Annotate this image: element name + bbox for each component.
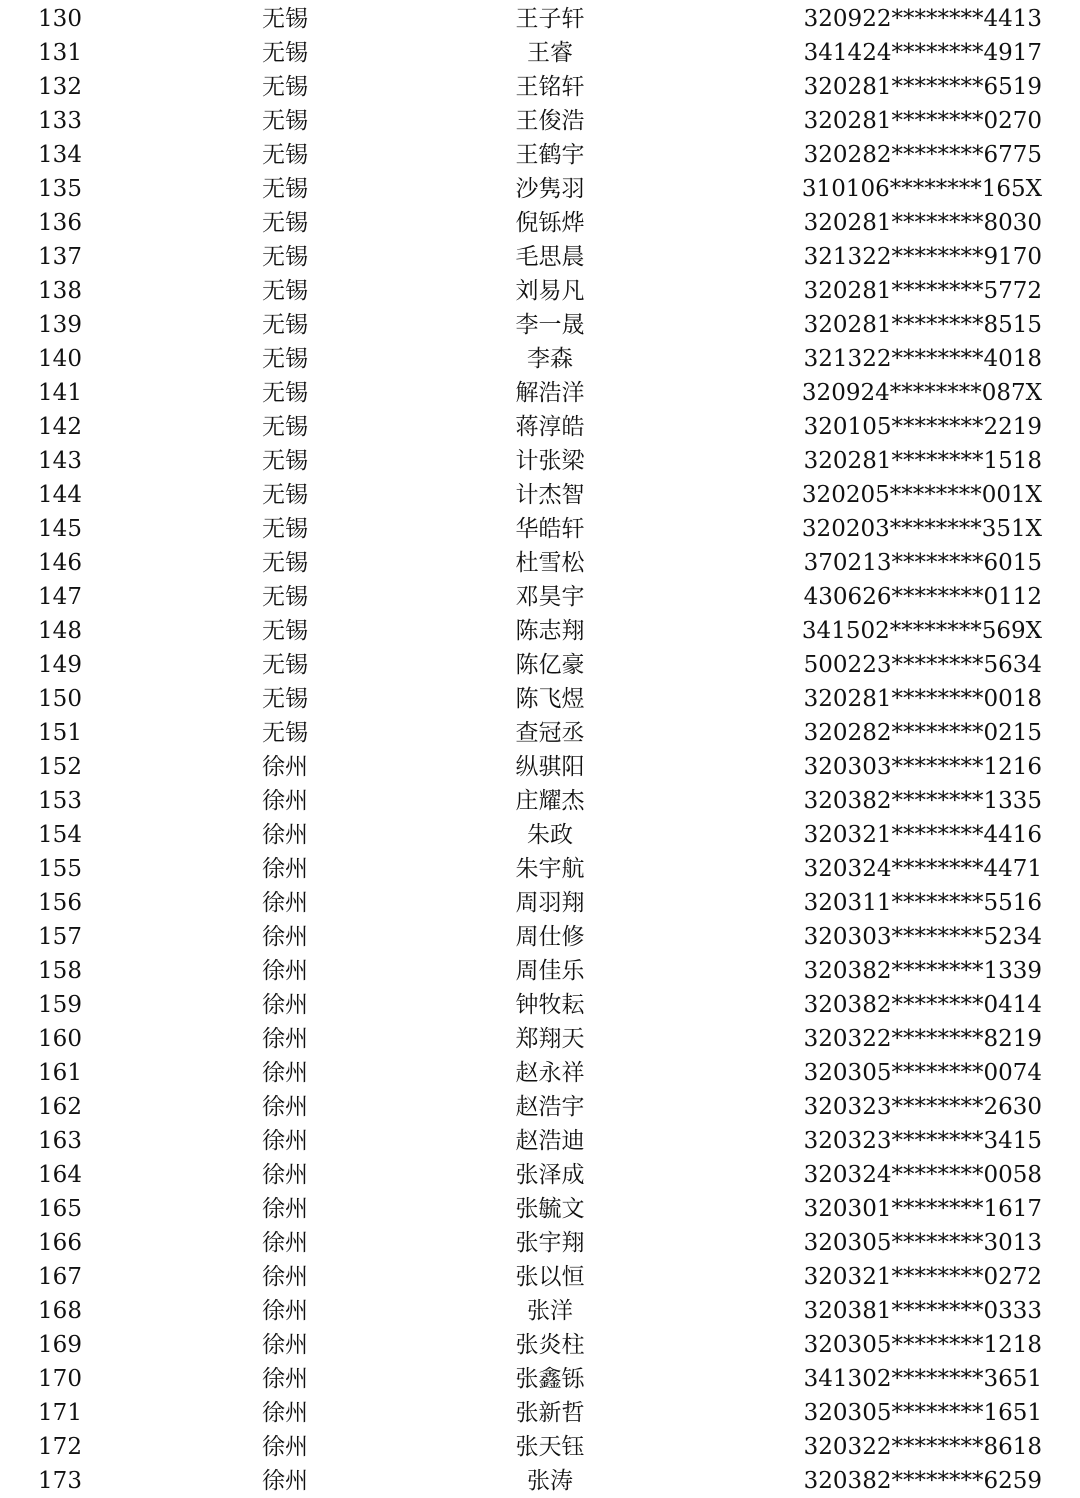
table-row [0,1124,1080,1158]
table-row [0,1226,1080,1260]
table-row [0,1056,1080,1090]
row-number: 156 [38,890,82,916]
row-id-number: 320281********0270 [803,108,1042,134]
row-number: 131 [38,40,82,66]
row-city: 徐州 [262,1366,308,1392]
table-row [0,138,1080,172]
row-city: 无锡 [262,108,308,134]
row-city: 徐州 [262,1128,308,1154]
row-id-number: 320321********4416 [803,822,1042,848]
table-row [0,1396,1080,1430]
row-id-number: 320382********6259 [803,1468,1042,1494]
row-name: 陈亿豪 [515,652,585,678]
row-name: 张涛 [527,1468,573,1494]
row-id-number: 320322********8618 [803,1434,1042,1460]
table-row [0,716,1080,750]
row-name: 陈志翔 [515,618,585,644]
row-id-number: 320324********4471 [803,856,1042,882]
table-row [0,954,1080,988]
row-name: 王睿 [527,40,573,66]
row-number: 169 [38,1332,82,1358]
row-name: 张洋 [527,1298,573,1324]
row-number: 152 [38,754,82,780]
row-number: 161 [38,1060,82,1086]
row-name: 王俊浩 [515,108,585,134]
row-number: 132 [38,74,82,100]
row-name: 王铭轩 [515,74,585,100]
row-name: 毛思晨 [515,244,585,270]
row-name: 刘易凡 [515,278,585,304]
table-row [0,1294,1080,1328]
row-name: 周羽翔 [515,890,585,916]
table-row [0,1464,1080,1498]
row-id-number: 500223********5634 [803,652,1042,678]
row-number: 150 [38,686,82,712]
row-city: 无锡 [262,618,308,644]
row-number: 148 [38,618,82,644]
row-city: 无锡 [262,176,308,202]
row-id-number: 320382********0414 [803,992,1042,1018]
table-row [0,1430,1080,1464]
row-id-number: 320303********1216 [803,754,1042,780]
row-id-number: 320305********0074 [803,1060,1042,1086]
row-name: 华皓轩 [515,516,585,542]
row-number: 141 [38,380,82,406]
row-city: 徐州 [262,992,308,1018]
row-name: 李一晟 [515,312,585,338]
row-id-number: 320323********3415 [803,1128,1042,1154]
row-name: 张鑫铄 [515,1366,585,1392]
row-id-number: 310106********165X [801,176,1042,202]
row-number: 138 [38,278,82,304]
table-row [0,104,1080,138]
row-id-number: 320281********6519 [803,74,1042,100]
row-id-number: 320922********4413 [803,6,1042,32]
row-id-number: 320305********1218 [803,1332,1042,1358]
row-city: 无锡 [262,312,308,338]
row-id-number: 320324********0058 [803,1162,1042,1188]
roster-table [0,2,1080,1498]
row-number: 163 [38,1128,82,1154]
row-city: 徐州 [262,1026,308,1052]
row-city: 无锡 [262,414,308,440]
row-number: 140 [38,346,82,372]
table-row [0,512,1080,546]
row-name: 王鹤宇 [515,142,585,168]
row-number: 171 [38,1400,82,1426]
row-city: 徐州 [262,1332,308,1358]
row-city: 无锡 [262,482,308,508]
row-name: 张宇翔 [515,1230,585,1256]
table-row [0,274,1080,308]
row-name: 张泽成 [515,1162,585,1188]
row-id-number: 321322********9170 [803,244,1042,270]
row-id-number: 320321********0272 [803,1264,1042,1290]
row-number: 164 [38,1162,82,1188]
row-city: 徐州 [262,1094,308,1120]
row-city: 徐州 [262,1434,308,1460]
row-number: 151 [38,720,82,746]
row-name: 周仕修 [515,924,585,950]
row-city: 无锡 [262,142,308,168]
row-city: 无锡 [262,686,308,712]
row-number: 135 [38,176,82,202]
row-name: 朱宇航 [515,856,585,882]
row-name: 倪铄烨 [515,210,585,236]
row-name: 李森 [527,346,573,372]
table-row [0,818,1080,852]
row-number: 146 [38,550,82,576]
row-city: 无锡 [262,380,308,406]
row-city: 无锡 [262,516,308,542]
row-city: 无锡 [262,40,308,66]
row-name: 张毓文 [515,1196,585,1222]
row-id-number: 320323********2630 [803,1094,1042,1120]
row-number: 147 [38,584,82,610]
row-id-number: 341302********3651 [803,1366,1042,1392]
row-number: 159 [38,992,82,1018]
row-city: 无锡 [262,210,308,236]
row-name: 解浩洋 [515,380,585,406]
row-city: 无锡 [262,720,308,746]
row-name: 陈飞煜 [515,686,585,712]
table-row [0,172,1080,206]
row-id-number: 320281********8515 [803,312,1042,338]
row-city: 徐州 [262,822,308,848]
table-row [0,240,1080,274]
table-row [0,1158,1080,1192]
row-name: 计杰智 [515,482,585,508]
row-id-number: 320382********1335 [803,788,1042,814]
row-city: 无锡 [262,550,308,576]
row-number: 165 [38,1196,82,1222]
row-number: 173 [38,1468,82,1494]
row-city: 无锡 [262,652,308,678]
row-id-number: 320105********2219 [803,414,1042,440]
row-id-number: 321322********4018 [803,346,1042,372]
row-id-number: 320381********0333 [803,1298,1042,1324]
table-row [0,376,1080,410]
row-number: 155 [38,856,82,882]
table-row [0,784,1080,818]
row-city: 徐州 [262,924,308,950]
row-id-number: 320305********1651 [803,1400,1042,1426]
row-id-number: 320282********0215 [803,720,1042,746]
row-name: 赵浩迪 [515,1128,585,1154]
row-id-number: 320305********3013 [803,1230,1042,1256]
row-number: 170 [38,1366,82,1392]
row-number: 160 [38,1026,82,1052]
row-number: 162 [38,1094,82,1120]
table-row [0,308,1080,342]
row-name: 郑翔天 [515,1026,585,1052]
row-number: 142 [38,414,82,440]
row-id-number: 320322********8219 [803,1026,1042,1052]
table-row [0,36,1080,70]
row-id-number: 320301********1617 [803,1196,1042,1222]
row-number: 143 [38,448,82,474]
row-name: 张炎柱 [515,1332,585,1358]
row-number: 167 [38,1264,82,1290]
row-number: 149 [38,652,82,678]
row-city: 徐州 [262,890,308,916]
row-id-number: 341424********4917 [803,40,1042,66]
table-row [0,920,1080,954]
row-number: 145 [38,516,82,542]
row-name: 庄耀杰 [515,788,585,814]
table-row [0,206,1080,240]
row-name: 赵永祥 [515,1060,585,1086]
row-name: 钟牧耘 [515,992,585,1018]
row-city: 无锡 [262,584,308,610]
row-number: 136 [38,210,82,236]
row-name: 赵浩宇 [515,1094,585,1120]
table-row [0,1362,1080,1396]
row-id-number: 320311********5516 [803,890,1042,916]
table-row [0,614,1080,648]
row-city: 无锡 [262,74,308,100]
table-row [0,444,1080,478]
table-row [0,988,1080,1022]
row-number: 139 [38,312,82,338]
table-row [0,852,1080,886]
table-row [0,410,1080,444]
table-row [0,70,1080,104]
row-city: 徐州 [262,1298,308,1324]
row-name: 杜雪松 [515,550,585,576]
row-city: 无锡 [262,448,308,474]
table-row [0,342,1080,376]
table-row [0,546,1080,580]
row-name: 张以恒 [515,1264,585,1290]
row-number: 134 [38,142,82,168]
row-name: 王子轩 [515,6,585,32]
row-number: 154 [38,822,82,848]
row-number: 153 [38,788,82,814]
table-row [0,682,1080,716]
row-city: 徐州 [262,788,308,814]
row-city: 徐州 [262,958,308,984]
row-name: 查冠丞 [515,720,585,746]
table-row [0,1260,1080,1294]
row-city: 无锡 [262,244,308,270]
row-number: 172 [38,1434,82,1460]
row-name: 邓昊宇 [515,584,585,610]
row-name: 沙隽羽 [515,176,585,202]
row-number: 157 [38,924,82,950]
table-row [0,2,1080,36]
row-id-number: 320281********8030 [803,210,1042,236]
table-row [0,750,1080,784]
row-id-number: 430626********0112 [803,584,1042,610]
row-id-number: 320281********1518 [803,448,1042,474]
table-row [0,1328,1080,1362]
table-row [0,648,1080,682]
row-id-number: 320203********351X [801,516,1042,542]
row-number: 137 [38,244,82,270]
row-number: 133 [38,108,82,134]
row-city: 徐州 [262,754,308,780]
row-id-number: 370213********6015 [803,550,1042,576]
row-city: 无锡 [262,346,308,372]
table-row [0,1022,1080,1056]
row-number: 166 [38,1230,82,1256]
table-row [0,580,1080,614]
row-number: 130 [38,6,82,32]
row-city: 无锡 [262,6,308,32]
row-name: 张天钰 [515,1434,585,1460]
row-id-number: 320281********0018 [803,686,1042,712]
row-id-number: 320303********5234 [803,924,1042,950]
table-row [0,1192,1080,1226]
row-city: 徐州 [262,1468,308,1494]
row-city: 徐州 [262,1060,308,1086]
row-city: 徐州 [262,1196,308,1222]
row-name: 纵骐阳 [515,754,585,780]
row-city: 徐州 [262,856,308,882]
row-city: 徐州 [262,1162,308,1188]
row-id-number: 320382********1339 [803,958,1042,984]
row-number: 168 [38,1298,82,1324]
row-city: 无锡 [262,278,308,304]
row-name: 计张梁 [515,448,585,474]
row-city: 徐州 [262,1264,308,1290]
row-number: 158 [38,958,82,984]
table-row [0,886,1080,920]
table-row [0,1090,1080,1124]
row-id-number: 341502********569X [801,618,1042,644]
row-name: 朱政 [527,822,573,848]
row-number: 144 [38,482,82,508]
row-id-number: 320924********087X [801,380,1042,406]
row-city: 徐州 [262,1230,308,1256]
row-city: 徐州 [262,1400,308,1426]
row-id-number: 320281********5772 [803,278,1042,304]
row-id-number: 320282********6775 [803,142,1042,168]
table-row [0,478,1080,512]
row-id-number: 320205********001X [801,482,1042,508]
row-name: 周佳乐 [515,958,585,984]
row-name: 张新哲 [515,1400,585,1426]
row-name: 蒋淳皓 [515,414,585,440]
